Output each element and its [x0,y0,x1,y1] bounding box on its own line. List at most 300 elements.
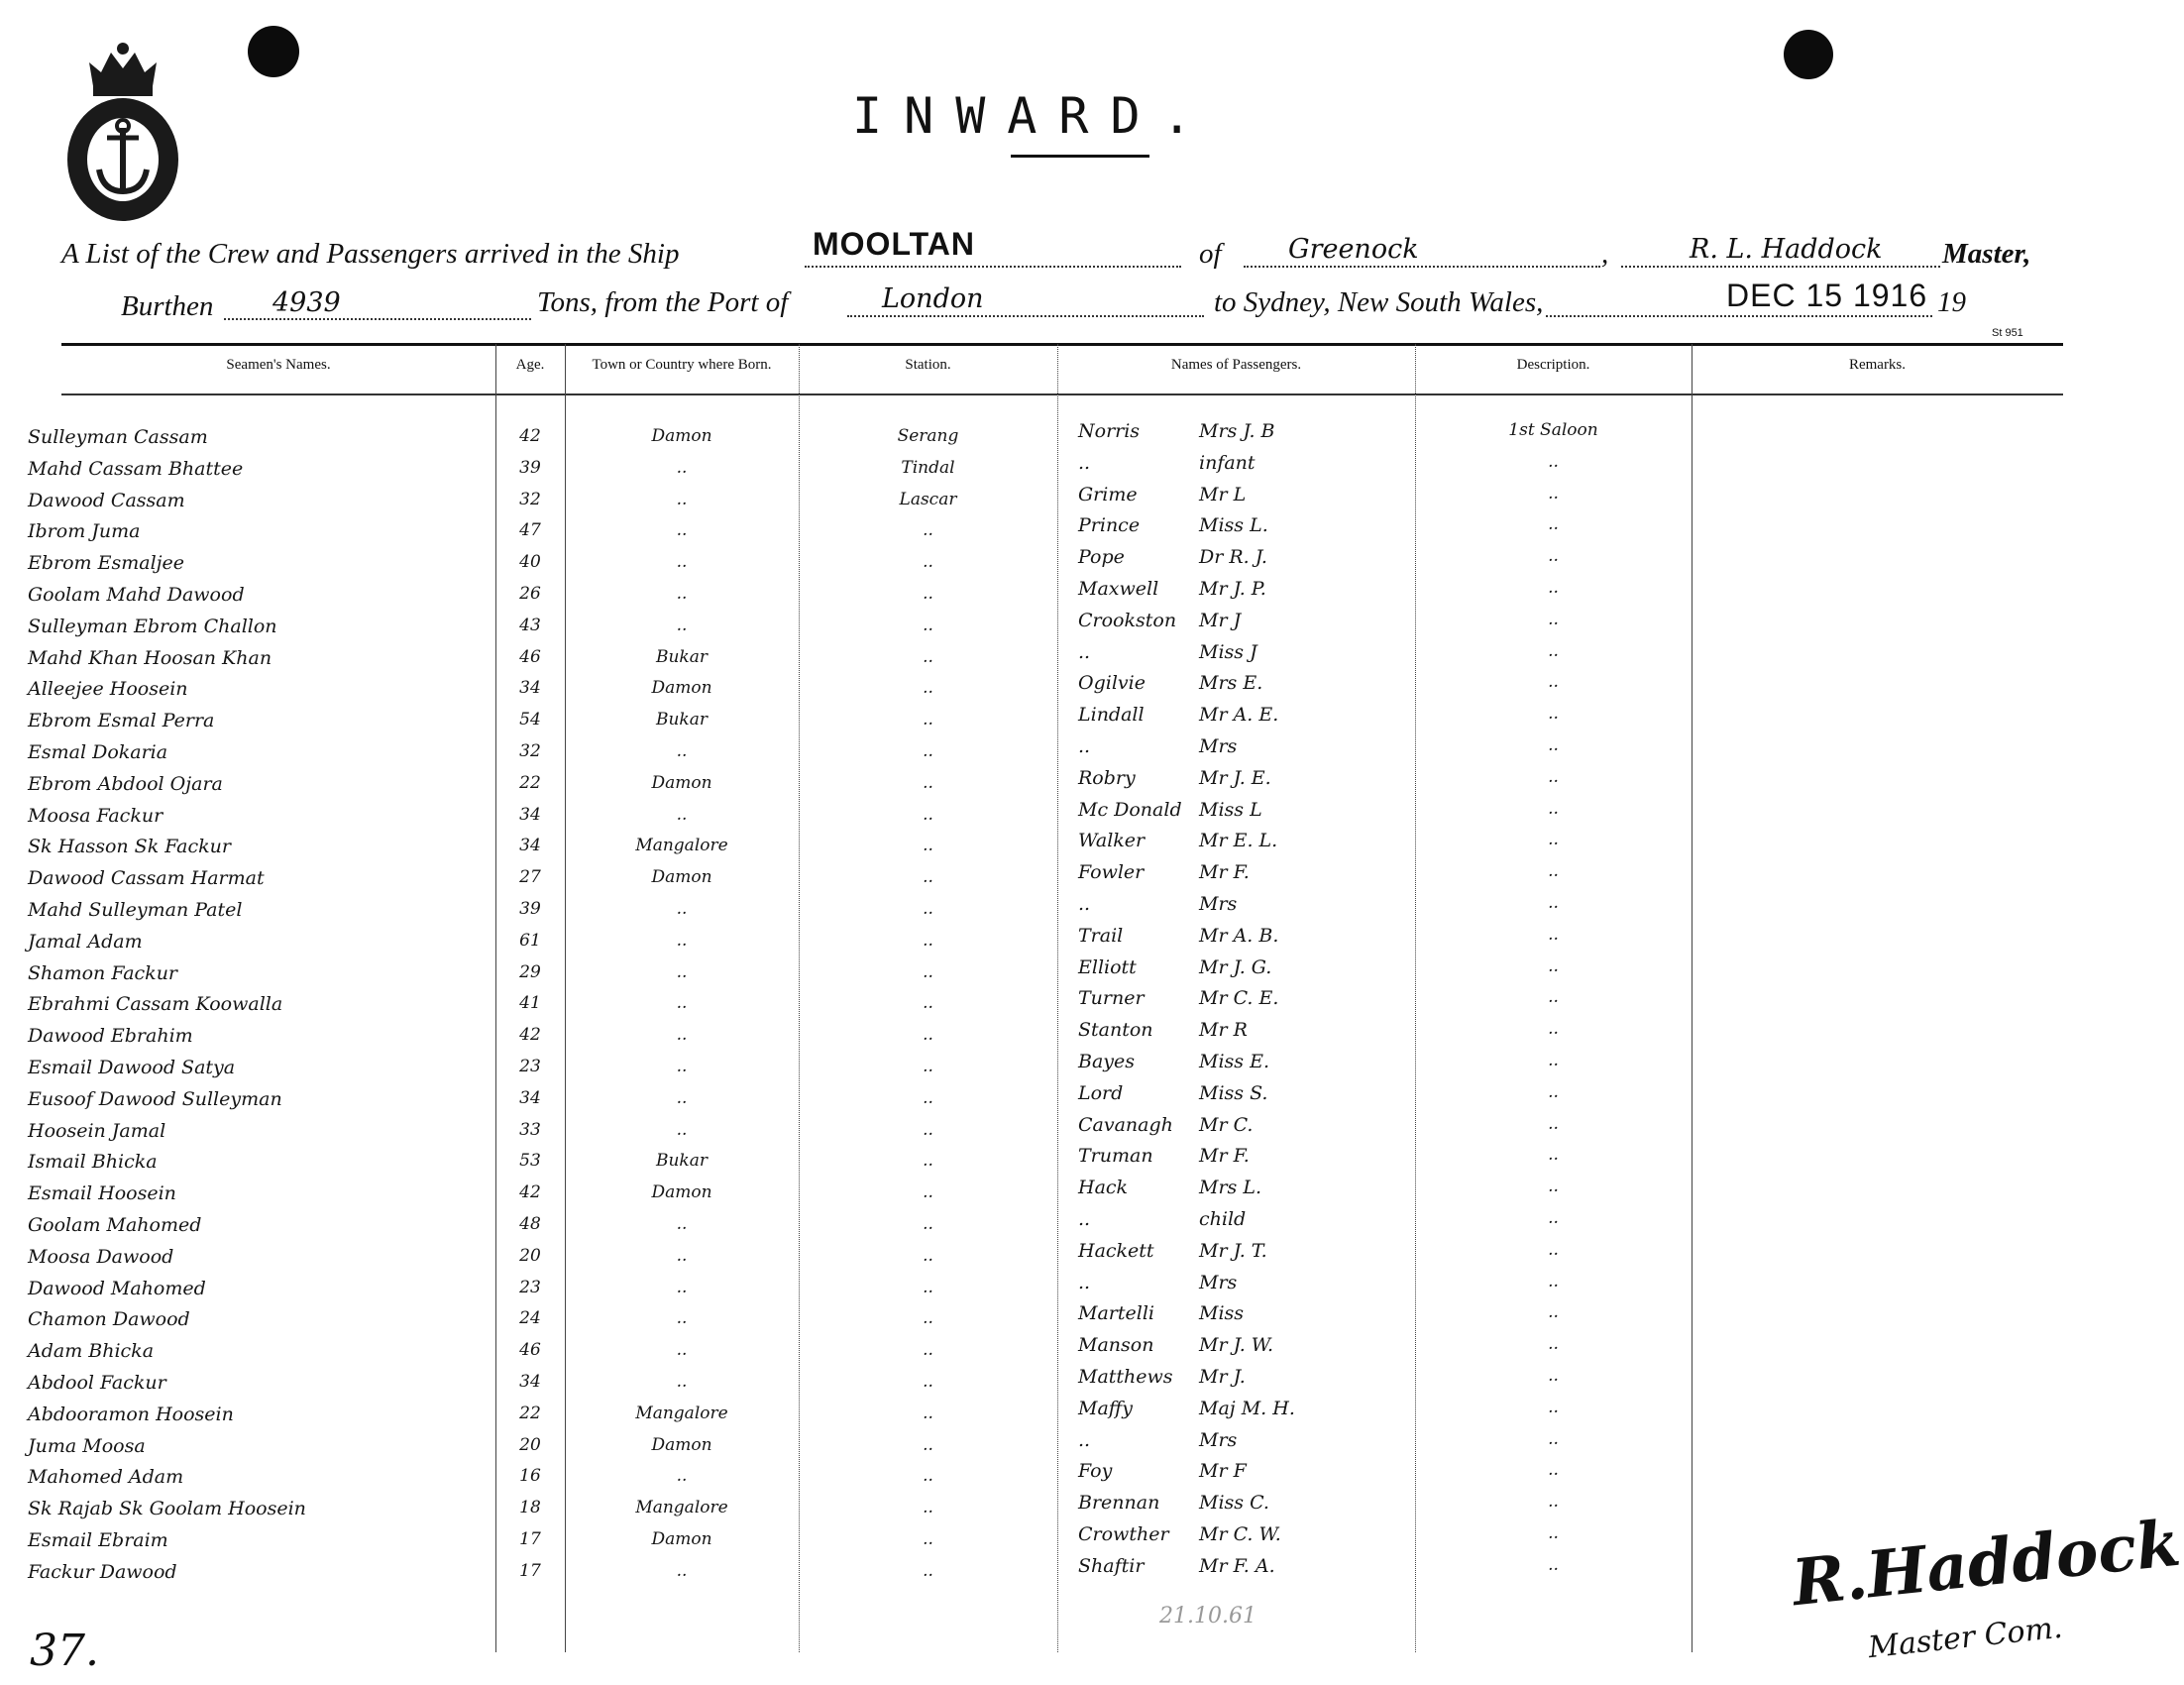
passenger-title: Mr J. E. [1199,767,1271,789]
passenger-surname: .. [1078,735,1091,757]
column-divider [1692,344,1693,1652]
crew-age: 23 [519,1278,541,1297]
passenger-surname: Brennan [1078,1492,1160,1514]
passenger-description: .. [1548,610,1559,629]
crew-station: .. [923,1182,933,1202]
header-passenger-names: Names of Passengers. [1170,357,1302,373]
date-stamp: DEC 15 1916 [1726,278,1928,313]
crew-name: Moosa Dawood [28,1246,174,1268]
passenger-title: Miss L [1199,799,1262,821]
title-underline [1011,155,1149,158]
passenger-title: Mr C. W. [1199,1523,1281,1545]
crew-age: 46 [519,1340,541,1360]
crew-age: 22 [519,1404,541,1423]
passenger-surname: Mc Donald [1078,799,1182,821]
crew-birthplace: .. [676,584,688,604]
passenger-description: .. [1548,987,1559,1007]
passenger-description: .. [1548,1555,1559,1575]
crew-birthplace: Damon [651,678,712,698]
crew-name: Alleejee Hoosein [28,678,188,700]
passenger-description: .. [1548,1334,1559,1354]
crew-station: .. [923,1340,933,1360]
passenger-surname: Ogilvie [1078,672,1146,694]
crew-age: 20 [519,1246,541,1266]
crew-age: 39 [519,458,541,478]
passenger-description: .. [1548,830,1559,849]
crew-station: .. [923,1151,933,1171]
crew-age: 32 [519,741,541,761]
passenger-description: .. [1548,452,1559,472]
crew-station: .. [923,836,933,855]
crew-name: Adam Bhicka [28,1340,155,1362]
passenger-surname: Lindall [1078,704,1145,726]
master-name: R. L. Haddock [1690,234,1883,265]
crew-age: 46 [519,647,541,667]
passenger-surname: Elliott [1078,956,1137,978]
passenger-title: Dr R. J. [1199,546,1267,568]
crew-birthplace: .. [676,616,688,635]
passenger-surname: Walker [1078,830,1146,851]
crew-birthplace: .. [676,1246,688,1266]
crew-name: Esmail Hoosein [28,1182,176,1204]
crew-name: Mahd Khan Hoosan Khan [28,647,273,669]
crew-birthplace: Mangalore [635,1498,728,1517]
crew-age: 61 [519,931,541,951]
passenger-title: Mr F. [1199,1145,1250,1167]
crew-name: Abdooramon Hoosein [28,1404,234,1425]
crew-name: Dawood Cassam [28,490,185,511]
crew-age: 32 [519,490,541,509]
passenger-surname: Turner [1078,987,1145,1009]
of-label: of [1199,238,1222,270]
master-signature-title: Master Com. [1866,1610,2064,1666]
crew-name: Mahomed Adam [28,1466,184,1488]
crew-name: Chamon Dawood [28,1308,190,1330]
passenger-title: Mr F. A. [1199,1555,1275,1577]
crew-age: 54 [519,710,541,730]
crew-station: .. [923,1308,933,1328]
punch-hole-left [248,26,299,77]
crew-name: Ismail Bhicka [28,1151,158,1173]
crew-name: Sk Rajab Sk Goolam Hoosein [28,1498,306,1519]
crew-age: 24 [519,1308,541,1328]
crew-station: .. [923,1561,933,1581]
passenger-title: Mr F [1199,1460,1247,1482]
crew-birthplace: .. [676,490,688,509]
crew-station: .. [923,1435,933,1455]
crew-name: Sulleyman Cassam [28,426,208,448]
passenger-description: .. [1548,1114,1559,1134]
crew-name: Goolam Mahd Dawood [28,584,245,606]
passenger-title: Mr L [1199,484,1247,506]
crew-age: 39 [519,899,541,919]
crew-age: 42 [519,1182,541,1202]
crew-birthplace: .. [676,1088,688,1108]
crew-station: .. [923,1466,933,1486]
home-port-dotted-line [1244,266,1600,268]
passenger-title: Mrs E. [1199,672,1263,694]
crew-age: 23 [519,1057,541,1076]
crew-name: Ebrom Abdool Ojara [28,773,223,795]
crew-station: .. [923,1404,933,1423]
passenger-description: .. [1548,861,1559,881]
passenger-title: Mr J. G. [1199,956,1272,978]
crew-birthplace: .. [676,1372,688,1392]
passenger-surname: Maffy [1078,1398,1133,1419]
passenger-description: .. [1548,1240,1559,1260]
crew-age: 34 [519,836,541,855]
crew-birthplace: .. [676,520,688,540]
crew-birthplace: Damon [651,1435,712,1455]
header-born: Town or Country where Born. [592,357,772,373]
passenger-title: child [1199,1208,1247,1230]
passenger-title: Mrs J. B [1199,420,1275,442]
crew-age: 40 [519,552,541,572]
crew-birthplace: .. [676,741,688,761]
passenger-description: .. [1548,1208,1559,1228]
passenger-title: infant [1199,452,1256,474]
passenger-description: .. [1548,1302,1559,1322]
passenger-surname: .. [1078,641,1091,663]
crew-station: .. [923,552,933,572]
crew-name: Moosa Fackur [28,805,164,827]
passenger-description: .. [1548,799,1559,819]
passenger-surname: Pope [1078,546,1125,568]
passenger-surname: .. [1078,1429,1091,1451]
crew-name: Ebrom Esmaljee [28,552,185,574]
passenger-surname: Hackett [1078,1240,1154,1262]
crew-age: 17 [519,1561,541,1581]
shipping-masters-department-crest-icon [59,35,186,223]
passenger-surname: Truman [1078,1145,1153,1167]
crew-birthplace: Damon [651,1182,712,1202]
header-seamen-names: Seamen's Names. [226,357,331,373]
to-sydney-label: to Sydney, New South Wales, [1214,286,1544,318]
master-dotted-line [1621,266,1940,268]
crew-birthplace: .. [676,1340,688,1360]
crew-name: Esmal Dokaria [28,741,168,763]
crew-station: .. [923,1025,933,1045]
crew-age: 42 [519,426,541,446]
crew-birthplace: .. [676,552,688,572]
passenger-title: Mr R [1199,1019,1248,1041]
passenger-surname: Prince [1078,514,1141,536]
passenger-surname: Lord [1078,1082,1124,1104]
crew-age: 27 [519,867,541,887]
crew-name: Juma Moosa [28,1435,146,1457]
crew-station: .. [923,1246,933,1266]
crew-birthplace: .. [676,1561,688,1581]
crew-age: 17 [519,1529,541,1549]
passenger-description: .. [1548,1398,1559,1417]
crew-birthplace: .. [676,1466,688,1486]
passenger-surname: Stanton [1078,1019,1153,1041]
crew-age: 34 [519,678,541,698]
crew-birthplace: .. [676,1025,688,1045]
passenger-surname: Crowther [1078,1523,1169,1545]
header-remarks: Remarks. [1848,357,1907,373]
crew-birthplace: Damon [651,1529,712,1549]
crew-birthplace: Bukar [655,1151,708,1171]
passenger-surname: .. [1078,1272,1091,1293]
crew-name: Hoosein Jamal [28,1120,166,1142]
passenger-title: Mr A. B. [1199,925,1279,947]
passenger-title: Mrs L. [1199,1177,1261,1198]
form-number: St 951 [1992,327,2023,339]
passenger-description: .. [1548,735,1559,755]
crew-name: Jamal Adam [28,931,143,953]
passenger-description: .. [1548,1492,1559,1512]
crew-age: 47 [519,520,541,540]
passenger-description: .. [1548,578,1559,598]
passenger-description: .. [1548,1460,1559,1480]
passenger-surname: Foy [1078,1460,1113,1482]
crew-birthplace: .. [676,962,688,982]
passenger-surname: Matthews [1078,1366,1173,1388]
passenger-description: .. [1548,514,1559,534]
crew-station: .. [923,1214,933,1234]
passenger-description: .. [1548,704,1559,724]
ship-name-dotted-line [805,266,1181,268]
passenger-title: Mr F. [1199,861,1250,883]
crew-age: 34 [519,1372,541,1392]
crew-name: Goolam Mahomed [28,1214,202,1236]
crew-birthplace: .. [676,931,688,951]
crew-age: 48 [519,1214,541,1234]
crew-name: Ebrahmi Cassam Koowalla [28,993,283,1015]
crew-station: .. [923,678,933,698]
crew-station: .. [923,1278,933,1297]
crew-station: Lascar [899,490,957,509]
crew-station: .. [923,741,933,761]
passenger-title: Mrs [1199,735,1238,757]
crew-station: Tindal [901,458,955,478]
passenger-title: Maj M. H. [1199,1398,1295,1419]
punch-hole-right [1784,30,1833,79]
passenger-title: Mrs [1199,1429,1238,1451]
crew-age: 22 [519,773,541,793]
passenger-description: .. [1548,1272,1559,1292]
crew-station: .. [923,899,933,919]
passenger-surname: .. [1078,893,1091,915]
passenger-description: .. [1548,484,1559,504]
passenger-title: Miss L. [1199,514,1268,536]
crew-age: 20 [519,1435,541,1455]
passenger-description: .. [1548,1082,1559,1102]
crew-station: .. [923,1498,933,1517]
year-suffix: 19 [1937,286,1966,318]
crew-age: 42 [519,1025,541,1045]
header-age: Age. [515,357,545,373]
crew-name: Mahd Cassam Bhattee [28,458,244,480]
passenger-title: Mr J. W. [1199,1334,1274,1356]
passenger-title: Miss C. [1199,1492,1269,1514]
crew-station: .. [923,616,933,635]
passenger-description: .. [1548,641,1559,661]
passenger-description: .. [1548,925,1559,945]
passenger-surname: Maxwell [1078,578,1159,600]
passenger-description: .. [1548,1019,1559,1039]
crew-age: 43 [519,616,541,635]
passenger-description: .. [1548,893,1559,913]
passenger-surname: Manson [1078,1334,1154,1356]
crew-name: Dawood Mahomed [28,1278,206,1299]
crew-station: .. [923,520,933,540]
intro-text: A List of the Crew and Passengers arrived in the Ship [61,238,680,270]
crew-age: 33 [519,1120,541,1140]
passenger-title: Mr J [1199,610,1242,631]
crew-name: Esmail Ebraim [28,1529,168,1551]
crew-birthplace: Damon [651,867,712,887]
crew-station: .. [923,1529,933,1549]
crew-station: .. [923,805,933,825]
crew-station: .. [923,931,933,951]
crew-station: .. [923,1372,933,1392]
crew-station: .. [923,584,933,604]
passenger-surname: Trail [1078,925,1124,947]
passenger-title: Mr J. T. [1199,1240,1267,1262]
crew-name: Fackur Dawood [28,1561,177,1583]
table-header-rule [61,393,2063,395]
passenger-description: .. [1548,1145,1559,1165]
crew-name: Eusoof Dawood Sulleyman [28,1088,282,1110]
crew-age: 34 [519,1088,541,1108]
passenger-title: Miss S. [1199,1082,1268,1104]
crew-birthplace: Mangalore [635,836,728,855]
passenger-surname: Fowler [1078,861,1145,883]
crew-age: 26 [519,584,541,604]
crew-age: 16 [519,1466,541,1486]
passenger-description: .. [1548,1051,1559,1070]
burthen-label: Burthen [121,290,214,322]
crew-birthplace: .. [676,899,688,919]
passenger-title: Mr J. [1199,1366,1246,1388]
crew-age: 34 [519,805,541,825]
passenger-surname: .. [1078,452,1091,474]
passenger-surname: Grime [1078,484,1138,506]
crew-station: .. [923,962,933,982]
crew-birthplace: Bukar [655,710,708,730]
passenger-description: .. [1548,1177,1559,1196]
crew-birthplace: .. [676,993,688,1013]
passenger-surname: Crookston [1078,610,1177,631]
passenger-title: Miss [1199,1302,1245,1324]
crew-age: 53 [519,1151,541,1171]
crew-birthplace: .. [676,1057,688,1076]
passenger-description: .. [1548,767,1559,787]
crew-station: .. [923,710,933,730]
crew-station: .. [923,647,933,667]
crew-birthplace: .. [676,1120,688,1140]
table-top-rule [61,343,2063,346]
master-label: Master, [1942,238,2031,270]
passenger-title: Mr A. E. [1199,704,1279,726]
crew-name: Dawood Cassam Harmat [28,867,265,889]
passenger-description: .. [1548,1523,1559,1543]
faint-pencil-note: 21.10.61 [1159,1604,1256,1629]
crew-birthplace: Bukar [655,647,708,667]
passenger-surname: Norris [1078,420,1141,442]
crew-age: 29 [519,962,541,982]
crew-station: .. [923,1088,933,1108]
crew-name: Shamon Fackur [28,962,178,984]
date-dotted-line [1546,315,1932,317]
crew-birthplace: Mangalore [635,1404,728,1423]
home-port: Greenock [1288,234,1419,265]
passenger-title: Mr C. E. [1199,987,1279,1009]
passenger-surname: Robry [1078,767,1136,789]
crew-name: Sulleyman Ebrom Challon [28,616,277,637]
document-title: INWARD. [852,87,1214,145]
crew-birthplace: .. [676,458,688,478]
crew-name: Dawood Ebrahim [28,1025,193,1047]
passenger-description: .. [1548,1429,1559,1449]
burthen-value: 4939 [273,287,341,318]
passenger-surname: Shaftir [1078,1555,1145,1577]
from-port: London [882,283,984,314]
crew-station: Serang [897,426,959,446]
total-crew-count: 37. [30,1626,99,1676]
crew-birthplace: .. [676,1308,688,1328]
crew-name: Mahd Sulleyman Patel [28,899,243,921]
crew-station: .. [923,993,933,1013]
crew-name: Abdool Fackur [28,1372,166,1394]
passenger-title: Mrs [1199,893,1238,915]
passenger-surname: Cavanagh [1078,1114,1173,1136]
passenger-surname: Hack [1078,1177,1129,1198]
crew-name: Esmail Dawood Satya [28,1057,236,1078]
passenger-title: Mrs [1199,1272,1238,1293]
passenger-description: .. [1548,546,1559,566]
from-port-dotted-line [847,315,1204,317]
ship-name: MOOLTAN [813,226,975,262]
passenger-description: .. [1548,956,1559,976]
passenger-description: .. [1548,1366,1559,1386]
crew-birthplace: Damon [651,426,712,446]
crew-age: 18 [519,1498,541,1517]
crew-birthplace: .. [676,1278,688,1297]
crew-name: Ebrom Esmal Perra [28,710,215,731]
crew-station: .. [923,867,933,887]
passenger-title: Mr C. [1199,1114,1254,1136]
crew-birthplace: .. [676,805,688,825]
crew-birthplace: Damon [651,773,712,793]
crew-age: 41 [519,993,541,1013]
tons-label: Tons, from the Port of [537,286,789,318]
header-description: Description. [1516,357,1590,373]
passenger-title: Mr J. P. [1199,578,1266,600]
crew-station: .. [923,1057,933,1076]
crew-name: Ibrom Juma [28,520,141,542]
passenger-description: .. [1548,672,1559,692]
passenger-title: Miss E. [1199,1051,1269,1072]
crew-name: Sk Hasson Sk Fackur [28,836,231,857]
passenger-title: Miss J [1199,641,1257,663]
crew-station: .. [923,1120,933,1140]
crew-station: .. [923,773,933,793]
passenger-surname: Bayes [1078,1051,1136,1072]
passenger-surname: Martelli [1078,1302,1154,1324]
master-signature: R.Haddock [1789,1506,2184,1622]
column-divider [1057,344,1058,1652]
burthen-dotted-line [224,318,531,320]
crew-birthplace: .. [676,1214,688,1234]
passenger-description: 1st Saloon [1508,420,1598,440]
comma: , [1601,238,1609,270]
passenger-title: Mr E. L. [1199,830,1278,851]
header-station: Station. [905,357,951,373]
passenger-surname: .. [1078,1208,1091,1230]
